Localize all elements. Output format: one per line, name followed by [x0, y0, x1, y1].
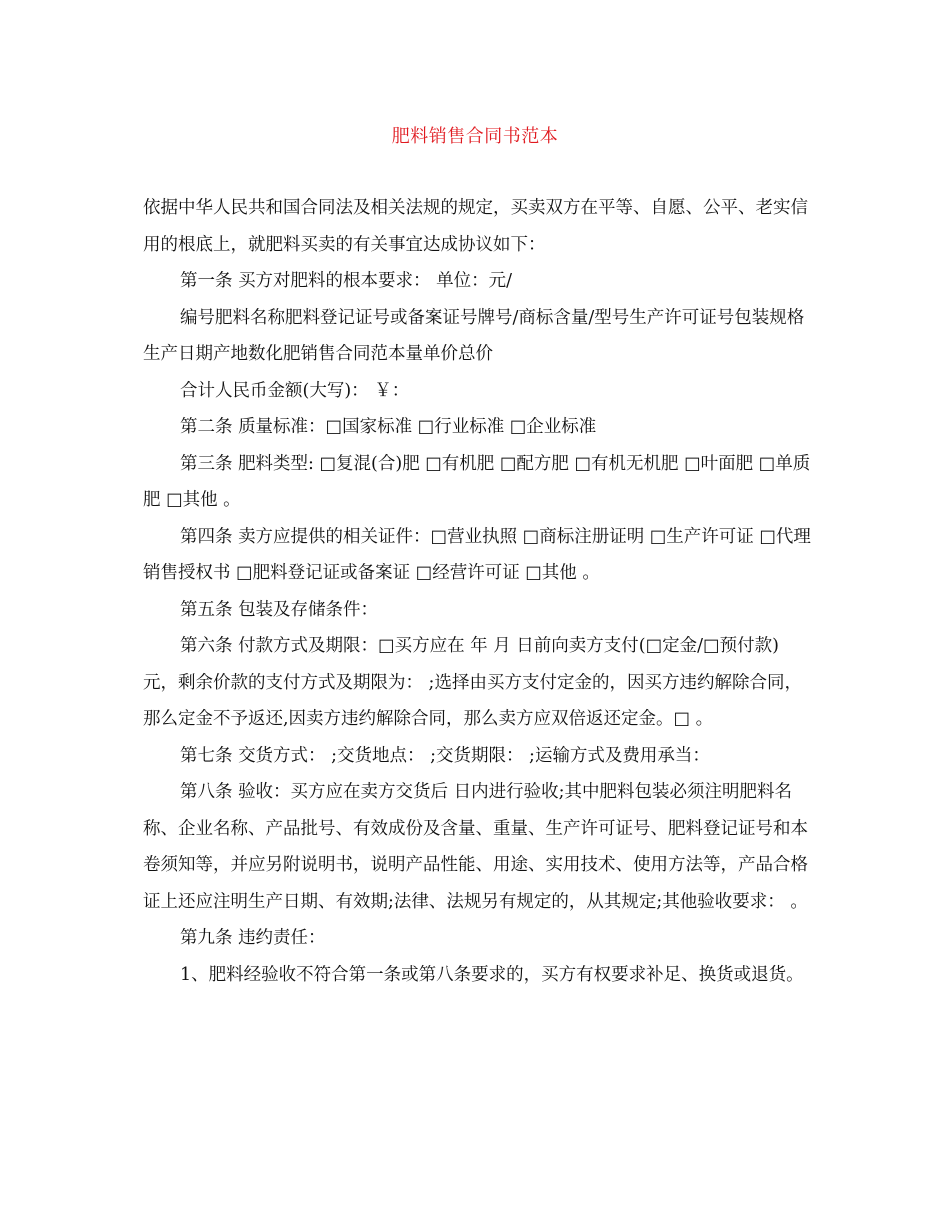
paragraph-clause-1: 1、肥料经验收不符合第一条或第八条要求的，买方有权要求补足、换货或退货。: [180, 964, 804, 985]
paragraph-article-6: 第六条 付款方式及期限：□买方应在 年 月 日前向卖方支付(□定金/□预付款) 元，剩余价款的支付方式及期限为： ;选择由买方支付定金的，因买方违约解除合同，那么定金不予返还,因卖方违约解除合同，那么卖方应双倍返还定金。□ 。: [143, 636, 802, 729]
paragraph-table-header: 编号肥料名称肥料登记证号或备案证号牌号/商标含量/型号生产许可证号包装规格生产日期产地数化肥销售合同范本量单价总价: [143, 307, 805, 364]
document-body: [143, 190, 813, 993]
document-title: 肥料销售合同书范本: [391, 126, 559, 147]
paragraph-article-1: 第一条 买方对肥料的根本要求： 单位：元/: [180, 271, 513, 291]
paragraph-article-5: 第五条 包装及存储条件：: [180, 599, 379, 620]
paragraph-article-3: 第三条 肥料类型: □复混(合)肥 □有机肥 □配方肥 □有机无机肥 □叶面肥 □单质肥 □其他 。: [143, 453, 811, 510]
paragraph-article-7: 第七条 交货方式： ;交货地点： ;交货期限： ;运输方式及费用承当：: [180, 745, 710, 766]
paragraph-article-4: 第四条 卖方应提供的相关证件：□营业执照 □商标注册证明 □生产许可证 □代理销售授权书 □肥料登记证或备案证 □经营许可证 □其他 。: [143, 526, 811, 583]
paragraph-article-8: 第八条 验收：买方应在卖方交货后 日内进行验收;其中肥料包装必须注明肥料名称、企业名称、产品批号、有效成份及含量、重量、生产许可证号、肥料登记证号和本卷须知等，并应另附说明书，说明产品性能、用途、实用技术、使用方法等，产品合格证上还应注明生产日期、有效期;法律、法规另有规定的，从其规定;其他验收要求： 。: [143, 782, 808, 912]
paragraph-article-2: 第二条 质量标准：□国家标准 □行业标准 □企业标准: [180, 417, 597, 437]
paragraph-article-9: 第九条 违约责任：: [180, 928, 326, 948]
paragraph-intro: 依据中华人民共和国合同法及相关法规的规定，买卖双方在平等、自愿、公平、老实信用的根底上，就肥料买卖的有关事宜达成协议如下：: [143, 198, 808, 255]
paragraph-total: 合计人民币金额(大写)： ￥：: [180, 380, 410, 401]
